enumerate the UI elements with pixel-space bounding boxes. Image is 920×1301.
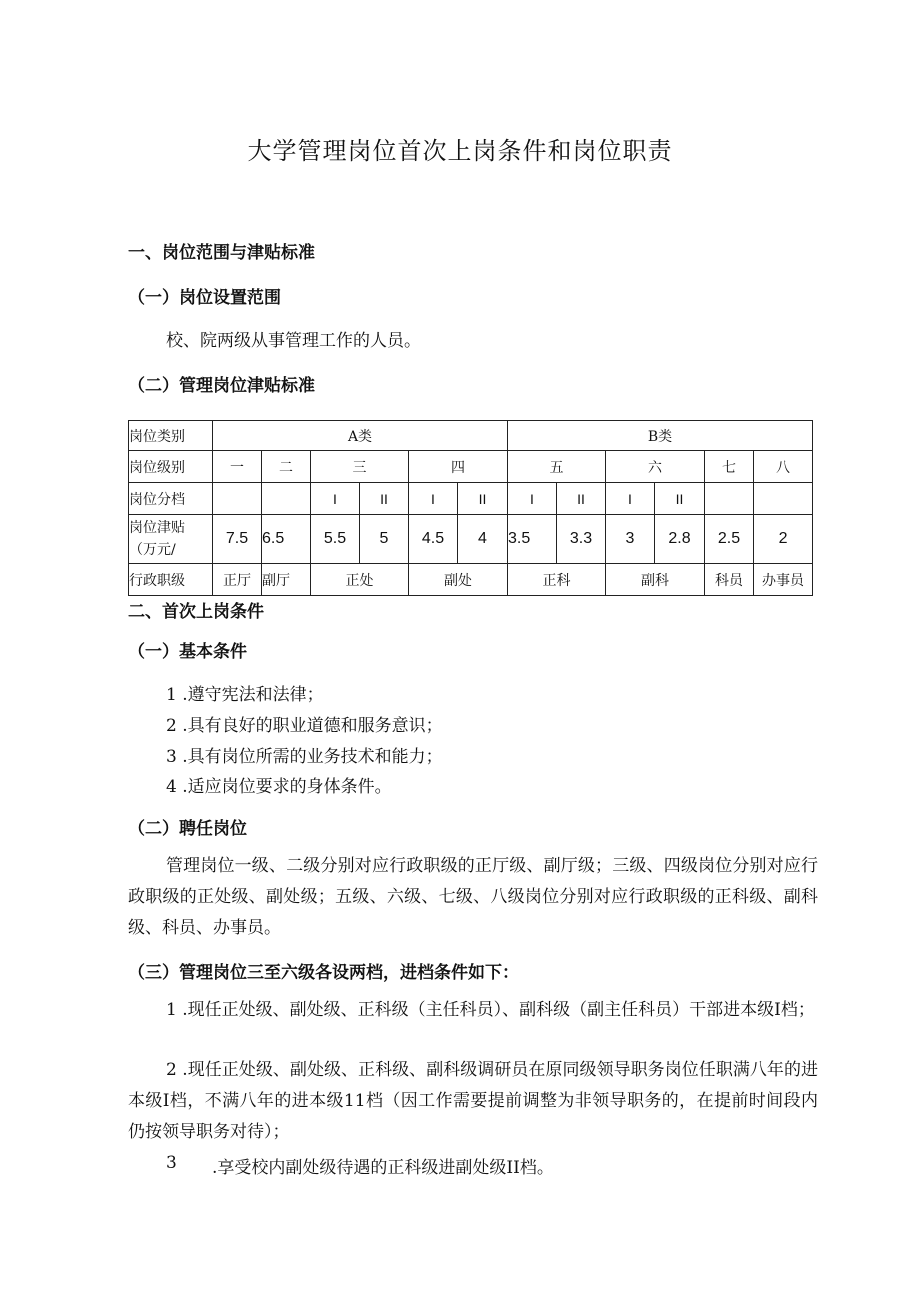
admin-cell: 正处 [311,564,409,596]
basic-item: 3 .具有岗位所需的业务技术和能力； [166,747,443,767]
allowance-cell: 3 [606,515,655,564]
admin-cell: 正科 [508,564,606,596]
level-cell: 五 [508,451,606,483]
level-cell: 八 [754,451,813,483]
tier-cell: I [409,483,458,515]
basic-item: 1 .遵守宪法和法律； [166,685,324,705]
row-label-allowance: 岗位津贴（万元/ [129,515,213,564]
tier-item: 2 .现任正处级、副处级、正科级、副科级调研员在原同级领导职务岗位任职满八年的进本级I档，不满八年的进本级11档（因工作需要提前调整为非领导职务的，在提前时间段内仍按领导职务对待）； [128,1060,818,1142]
subsection-basic-heading: （一）基本条件 [128,642,247,662]
allowance-cell: 4.5 [409,515,458,564]
admin-cell: 副处 [409,564,508,596]
allowance-cell: 2.8 [655,515,705,564]
tier-item-number: 3 [166,1153,177,1173]
tier-cell-empty [262,483,311,515]
allowance-cell: 3.5 [508,515,557,564]
tier-cell: I [311,483,360,515]
admin-cell: 科员 [705,564,754,596]
scope-text: 校、院两级从事管理工作的人员。 [166,331,421,351]
admin-cell: 副厅 [262,564,311,596]
hire-text: 管理岗位一级、二级分别对应行政职级的正厅级、副厅级；三级、四级岗位分别对应行政职级的正处级、副处级；五级、六级、七级、八级岗位分别对应行政职级的正科级、副科级、科员、办事员。 [128,856,818,938]
allowance-cell: 2.5 [705,515,754,564]
basic-item: 2 .具有良好的职业道德和服务意识； [166,716,443,736]
level-cell: 二 [262,451,311,483]
admin-cell: 副科 [606,564,705,596]
category-b-cell: B类 [508,421,813,451]
tier-cell: II [655,483,705,515]
tier-item: 1 .现任正处级、副处级、正科级（主任科员）、副科级（副主任科员）干部进本级I档； [166,1000,815,1020]
basic-item: 4 .适应岗位要求的身体条件。 [166,777,392,797]
level-cell: 七 [705,451,754,483]
tier-cell: II [360,483,409,515]
row-label-level: 岗位级别 [129,451,213,483]
subsection-hire-heading: （二）聘任岗位 [128,819,247,839]
admin-cell: 正厅 [213,564,262,596]
allowance-cell: 2 [754,515,813,564]
row-label-admin: 行政职级 [129,564,213,596]
allowance-cell: 5 [360,515,409,564]
level-cell: 一 [213,451,262,483]
page-title: 大学管理岗位首次上岗条件和岗位职责 [247,137,673,165]
table-row [129,564,813,596]
row-label-tier: 岗位分档 [129,483,213,515]
allowance-cell: 5.5 [311,515,360,564]
tier-cell-empty [213,483,262,515]
level-cell: 三 [311,451,409,483]
category-a-cell: A类 [213,421,508,451]
level-cell: 四 [409,451,508,483]
table-row [129,451,813,483]
tier-cell: II [458,483,508,515]
tier-item: .享受校内副处级待遇的正科级进副处级II档。 [212,1158,554,1178]
tier-cell-empty [705,483,754,515]
tier-cell: I [508,483,557,515]
subsection-scope-heading: （一）岗位设置范围 [128,288,281,308]
section-2-heading: 二、首次上岗条件 [128,602,264,622]
allowance-cell: 7.5 [213,515,262,564]
table-row [129,483,813,515]
row-label-category: 岗位类别 [129,421,213,451]
allowance-cell: 3.3 [557,515,606,564]
table-row [129,421,813,451]
subsection-allowance-heading: （二）管理岗位津贴标准 [128,376,315,396]
section-1-heading: 一、岗位范围与津贴标准 [128,243,315,263]
allowance-cell: 4 [458,515,508,564]
tier-cell: II [557,483,606,515]
level-cell: 六 [606,451,705,483]
tier-cell-empty [754,483,813,515]
allowance-table [128,420,813,596]
subsection-tiers-heading: （三）管理岗位三至六级各设两档，进档条件如下： [128,963,519,983]
admin-cell: 办事员 [754,564,813,596]
tier-cell: I [606,483,655,515]
allowance-cell: 6.5 [262,515,311,564]
table-row [129,515,813,564]
